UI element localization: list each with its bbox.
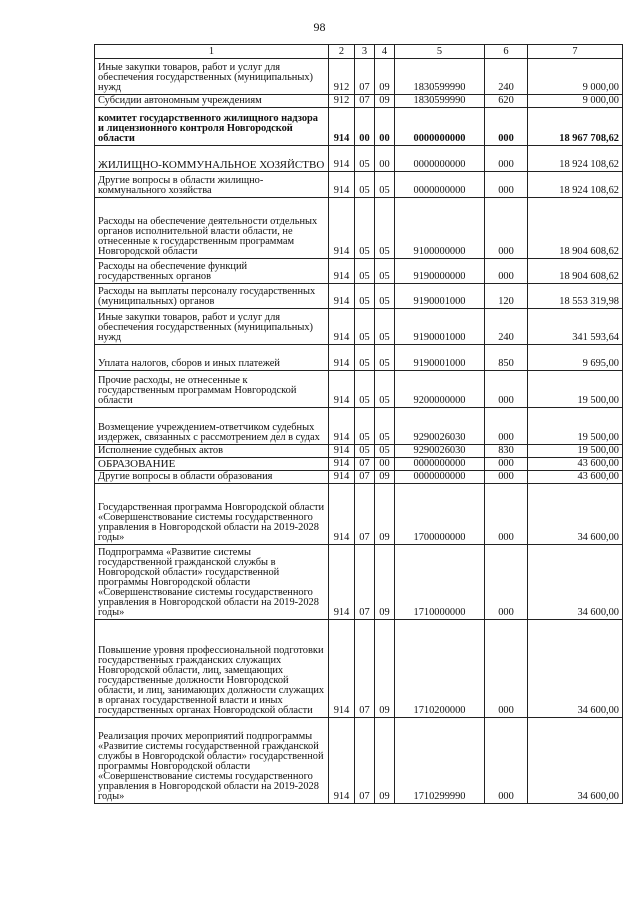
- target-item-code-cell: 1830599990: [395, 59, 485, 95]
- table-row: [95, 345, 623, 371]
- subsection-code-cell: 05: [375, 309, 395, 345]
- grbs-code-cell: 914: [329, 259, 355, 284]
- amount-cell: 19 500,00: [528, 445, 623, 458]
- section-code-cell: 05: [355, 146, 375, 172]
- expense-name-cell: Прочие расходы, не отнесенные к государственным программам Новгородской области: [95, 371, 329, 408]
- section-code-cell: 05: [355, 259, 375, 284]
- expense-type-code-cell: 000: [485, 108, 528, 146]
- target-item-code-cell: 0000000000: [395, 458, 485, 471]
- amount-cell: 18 553 319,98: [528, 284, 623, 309]
- target-item-code-cell: 9190000000: [395, 259, 485, 284]
- column-header: 7: [528, 45, 623, 59]
- expense-name-cell: Расходы на обеспечение функций государственных органов: [95, 259, 329, 284]
- amount-cell: 18 924 108,62: [528, 146, 623, 172]
- section-code-cell: 05: [355, 284, 375, 309]
- target-item-code-cell: 0000000000: [395, 108, 485, 146]
- section-code-cell: 05: [355, 172, 375, 198]
- amount-cell: 18 924 108,62: [528, 172, 623, 198]
- section-code-cell: 07: [355, 718, 375, 804]
- expense-type-code-cell: 120: [485, 284, 528, 309]
- column-header: 2: [329, 45, 355, 59]
- expense-name-cell: Субсидии автономным учреждениям: [95, 95, 329, 108]
- amount-cell: 18 904 608,62: [528, 259, 623, 284]
- expense-name-cell: Возмещение учреждением-ответчиком судебных издержек, связанных с рассмотрением дел в судах: [95, 408, 329, 445]
- subsection-code-cell: 05: [375, 259, 395, 284]
- column-header: 5: [395, 45, 485, 59]
- subsection-code-cell: 05: [375, 198, 395, 259]
- subsection-code-cell: 09: [375, 545, 395, 620]
- table-row: [95, 95, 623, 108]
- target-item-code-cell: 9190001000: [395, 345, 485, 371]
- subsection-code-cell: 09: [375, 620, 395, 718]
- target-item-code-cell: 9200000000: [395, 371, 485, 408]
- table-row: [95, 545, 623, 620]
- amount-cell: 34 600,00: [528, 484, 623, 545]
- expense-name-cell: Иные закупки товаров, работ и услуг для обеспечения государственных (муниципальных) нужд: [95, 59, 329, 95]
- amount-cell: 341 593,64: [528, 309, 623, 345]
- amount-cell: 9 695,00: [528, 345, 623, 371]
- grbs-code-cell: 914: [329, 198, 355, 259]
- grbs-code-cell: 914: [329, 146, 355, 172]
- expense-name-cell: Повышение уровня профессиональной подготовки государственных гражданских служащих Новгородской области, лиц, замещающих государственные должности Новгородской области, и лиц, занимающих должности служащих в органах государственной власти и иных государственных органах Новгородской области: [95, 620, 329, 718]
- grbs-code-cell: 914: [329, 345, 355, 371]
- subsection-code-cell: 05: [375, 371, 395, 408]
- table-row: [95, 146, 623, 172]
- target-item-code-cell: 9290026030: [395, 445, 485, 458]
- expense-name-cell: Другие вопросы в области жилищно-коммунального хозяйства: [95, 172, 329, 198]
- amount-cell: 9 000,00: [528, 95, 623, 108]
- table-row: [95, 108, 623, 146]
- expense-name-cell: Подпрограмма «Развитие системы государственной гражданской службы в Новгородской области» государственной программы Новгородской области «Совершенствование системы государственного управления в Новгородской области на 2019-2028 годы»: [95, 545, 329, 620]
- table-row: [95, 259, 623, 284]
- section-code-cell: 07: [355, 484, 375, 545]
- grbs-code-cell: 912: [329, 59, 355, 95]
- table-row: [95, 408, 623, 445]
- amount-cell: 18 904 608,62: [528, 198, 623, 259]
- target-item-code-cell: 1710200000: [395, 620, 485, 718]
- amount-cell: 34 600,00: [528, 545, 623, 620]
- subsection-code-cell: 05: [375, 345, 395, 371]
- target-item-code-cell: 1710000000: [395, 545, 485, 620]
- table-row: [95, 284, 623, 309]
- expense-name-cell: Другие вопросы в области образования: [95, 471, 329, 484]
- section-code-cell: 05: [355, 371, 375, 408]
- grbs-code-cell: 914: [329, 309, 355, 345]
- target-item-code-cell: 1710299990: [395, 718, 485, 804]
- amount-cell: 34 600,00: [528, 718, 623, 804]
- target-item-code-cell: 9190001000: [395, 309, 485, 345]
- subsection-code-cell: 05: [375, 284, 395, 309]
- target-item-code-cell: 0000000000: [395, 471, 485, 484]
- expense-type-code-cell: 850: [485, 345, 528, 371]
- target-item-code-cell: 1830599990: [395, 95, 485, 108]
- column-header: 4: [375, 45, 395, 59]
- expense-name-cell: Расходы на обеспечение деятельности отдельных органов исполнительной власти области, не отнесенные к государственным программам Новгородской области: [95, 198, 329, 259]
- section-code-cell: 07: [355, 95, 375, 108]
- expense-type-code-cell: 620: [485, 95, 528, 108]
- target-item-code-cell: 9100000000: [395, 198, 485, 259]
- amount-cell: 19 500,00: [528, 408, 623, 445]
- section-code-cell: 07: [355, 471, 375, 484]
- grbs-code-cell: 914: [329, 408, 355, 445]
- table-row: [95, 198, 623, 259]
- expense-type-code-cell: 000: [485, 146, 528, 172]
- table-row: [95, 484, 623, 545]
- expense-type-code-cell: 000: [485, 198, 528, 259]
- expense-type-code-cell: 240: [485, 309, 528, 345]
- table-row: [95, 718, 623, 804]
- section-code-cell: 05: [355, 445, 375, 458]
- subsection-code-cell: 09: [375, 95, 395, 108]
- grbs-code-cell: 914: [329, 718, 355, 804]
- subsection-code-cell: 00: [375, 146, 395, 172]
- expense-name-cell: комитет государственного жилищного надзора и лицензионного контроля Новгородской области: [95, 108, 329, 146]
- expense-name-cell: Расходы на выплаты персоналу государственных (муниципальных) органов: [95, 284, 329, 309]
- section-code-cell: 05: [355, 309, 375, 345]
- grbs-code-cell: 914: [329, 172, 355, 198]
- subsection-code-cell: 05: [375, 445, 395, 458]
- amount-cell: 34 600,00: [528, 620, 623, 718]
- subsection-code-cell: 05: [375, 172, 395, 198]
- expense-name-cell: Исполнение судебных актов: [95, 445, 329, 458]
- expense-type-code-cell: 000: [485, 484, 528, 545]
- expense-name-cell: ЖИЛИЩНО-КОММУНАЛЬНОЕ ХОЗЯЙСТВО: [95, 146, 329, 172]
- amount-cell: 43 600,00: [528, 471, 623, 484]
- table-row: [95, 172, 623, 198]
- target-item-code-cell: 1700000000: [395, 484, 485, 545]
- grbs-code-cell: 914: [329, 620, 355, 718]
- section-code-cell: 05: [355, 198, 375, 259]
- expense-name-cell: Реализация прочих мероприятий подпрограммы «Развитие системы государственной гражданской службы в Новгородской области» государственной программы Новгородской области «Совершенствование системы государственного управления в Новгородской области на 2019-2028 годы»: [95, 718, 329, 804]
- section-code-cell: 07: [355, 59, 375, 95]
- subsection-code-cell: 09: [375, 484, 395, 545]
- expense-type-code-cell: 000: [485, 620, 528, 718]
- expense-type-code-cell: 000: [485, 371, 528, 408]
- grbs-code-cell: 914: [329, 471, 355, 484]
- amount-cell: 19 500,00: [528, 371, 623, 408]
- column-header: 3: [355, 45, 375, 59]
- grbs-code-cell: 914: [329, 108, 355, 146]
- expense-type-code-cell: 000: [485, 458, 528, 471]
- subsection-code-cell: 00: [375, 458, 395, 471]
- subsection-code-cell: 09: [375, 471, 395, 484]
- subsection-code-cell: 05: [375, 408, 395, 445]
- expense-type-code-cell: 000: [485, 718, 528, 804]
- subsection-code-cell: 09: [375, 718, 395, 804]
- expense-type-code-cell: 000: [485, 408, 528, 445]
- table-row: [95, 620, 623, 718]
- grbs-code-cell: 914: [329, 371, 355, 408]
- section-code-cell: 00: [355, 108, 375, 146]
- expense-type-code-cell: 000: [485, 172, 528, 198]
- expense-type-code-cell: 000: [485, 471, 528, 484]
- section-code-cell: 07: [355, 620, 375, 718]
- subsection-code-cell: 09: [375, 59, 395, 95]
- grbs-code-cell: 914: [329, 445, 355, 458]
- expense-type-code-cell: 830: [485, 445, 528, 458]
- column-header: 6: [485, 45, 528, 59]
- grbs-code-cell: 914: [329, 284, 355, 309]
- expense-name-cell: Иные закупки товаров, работ и услуг для обеспечения государственных (муниципальных) нужд: [95, 309, 329, 345]
- target-item-code-cell: 0000000000: [395, 172, 485, 198]
- expense-type-code-cell: 240: [485, 59, 528, 95]
- budget-table: [94, 44, 623, 804]
- column-header: 1: [95, 45, 329, 59]
- expense-name-cell: Государственная программа Новгородской области «Совершенствование системы государственного управления в Новгородской области на 2019-2028 годы»: [95, 484, 329, 545]
- grbs-code-cell: 914: [329, 458, 355, 471]
- grbs-code-cell: 912: [329, 95, 355, 108]
- table-row: [95, 371, 623, 408]
- target-item-code-cell: 9290026030: [395, 408, 485, 445]
- amount-cell: 9 000,00: [528, 59, 623, 95]
- grbs-code-cell: 914: [329, 484, 355, 545]
- subsection-code-cell: 00: [375, 108, 395, 146]
- table-row: [95, 445, 623, 458]
- target-item-code-cell: 9190001000: [395, 284, 485, 309]
- section-code-cell: 07: [355, 545, 375, 620]
- table-row: [95, 471, 623, 484]
- expense-type-code-cell: 000: [485, 545, 528, 620]
- amount-cell: 18 967 708,62: [528, 108, 623, 146]
- table-header-row: [95, 45, 623, 59]
- section-code-cell: 05: [355, 345, 375, 371]
- table-row: [95, 309, 623, 345]
- amount-cell: 43 600,00: [528, 458, 623, 471]
- expense-type-code-cell: 000: [485, 259, 528, 284]
- grbs-code-cell: 914: [329, 545, 355, 620]
- target-item-code-cell: 0000000000: [395, 146, 485, 172]
- expense-name-cell: Уплата налогов, сборов и иных платежей: [95, 345, 329, 371]
- section-code-cell: 07: [355, 458, 375, 471]
- table-row: [95, 59, 623, 95]
- expense-name-cell: ОБРАЗОВАНИЕ: [95, 458, 329, 471]
- table-row: [95, 458, 623, 471]
- section-code-cell: 05: [355, 408, 375, 445]
- page-number: 98: [313, 20, 326, 34]
